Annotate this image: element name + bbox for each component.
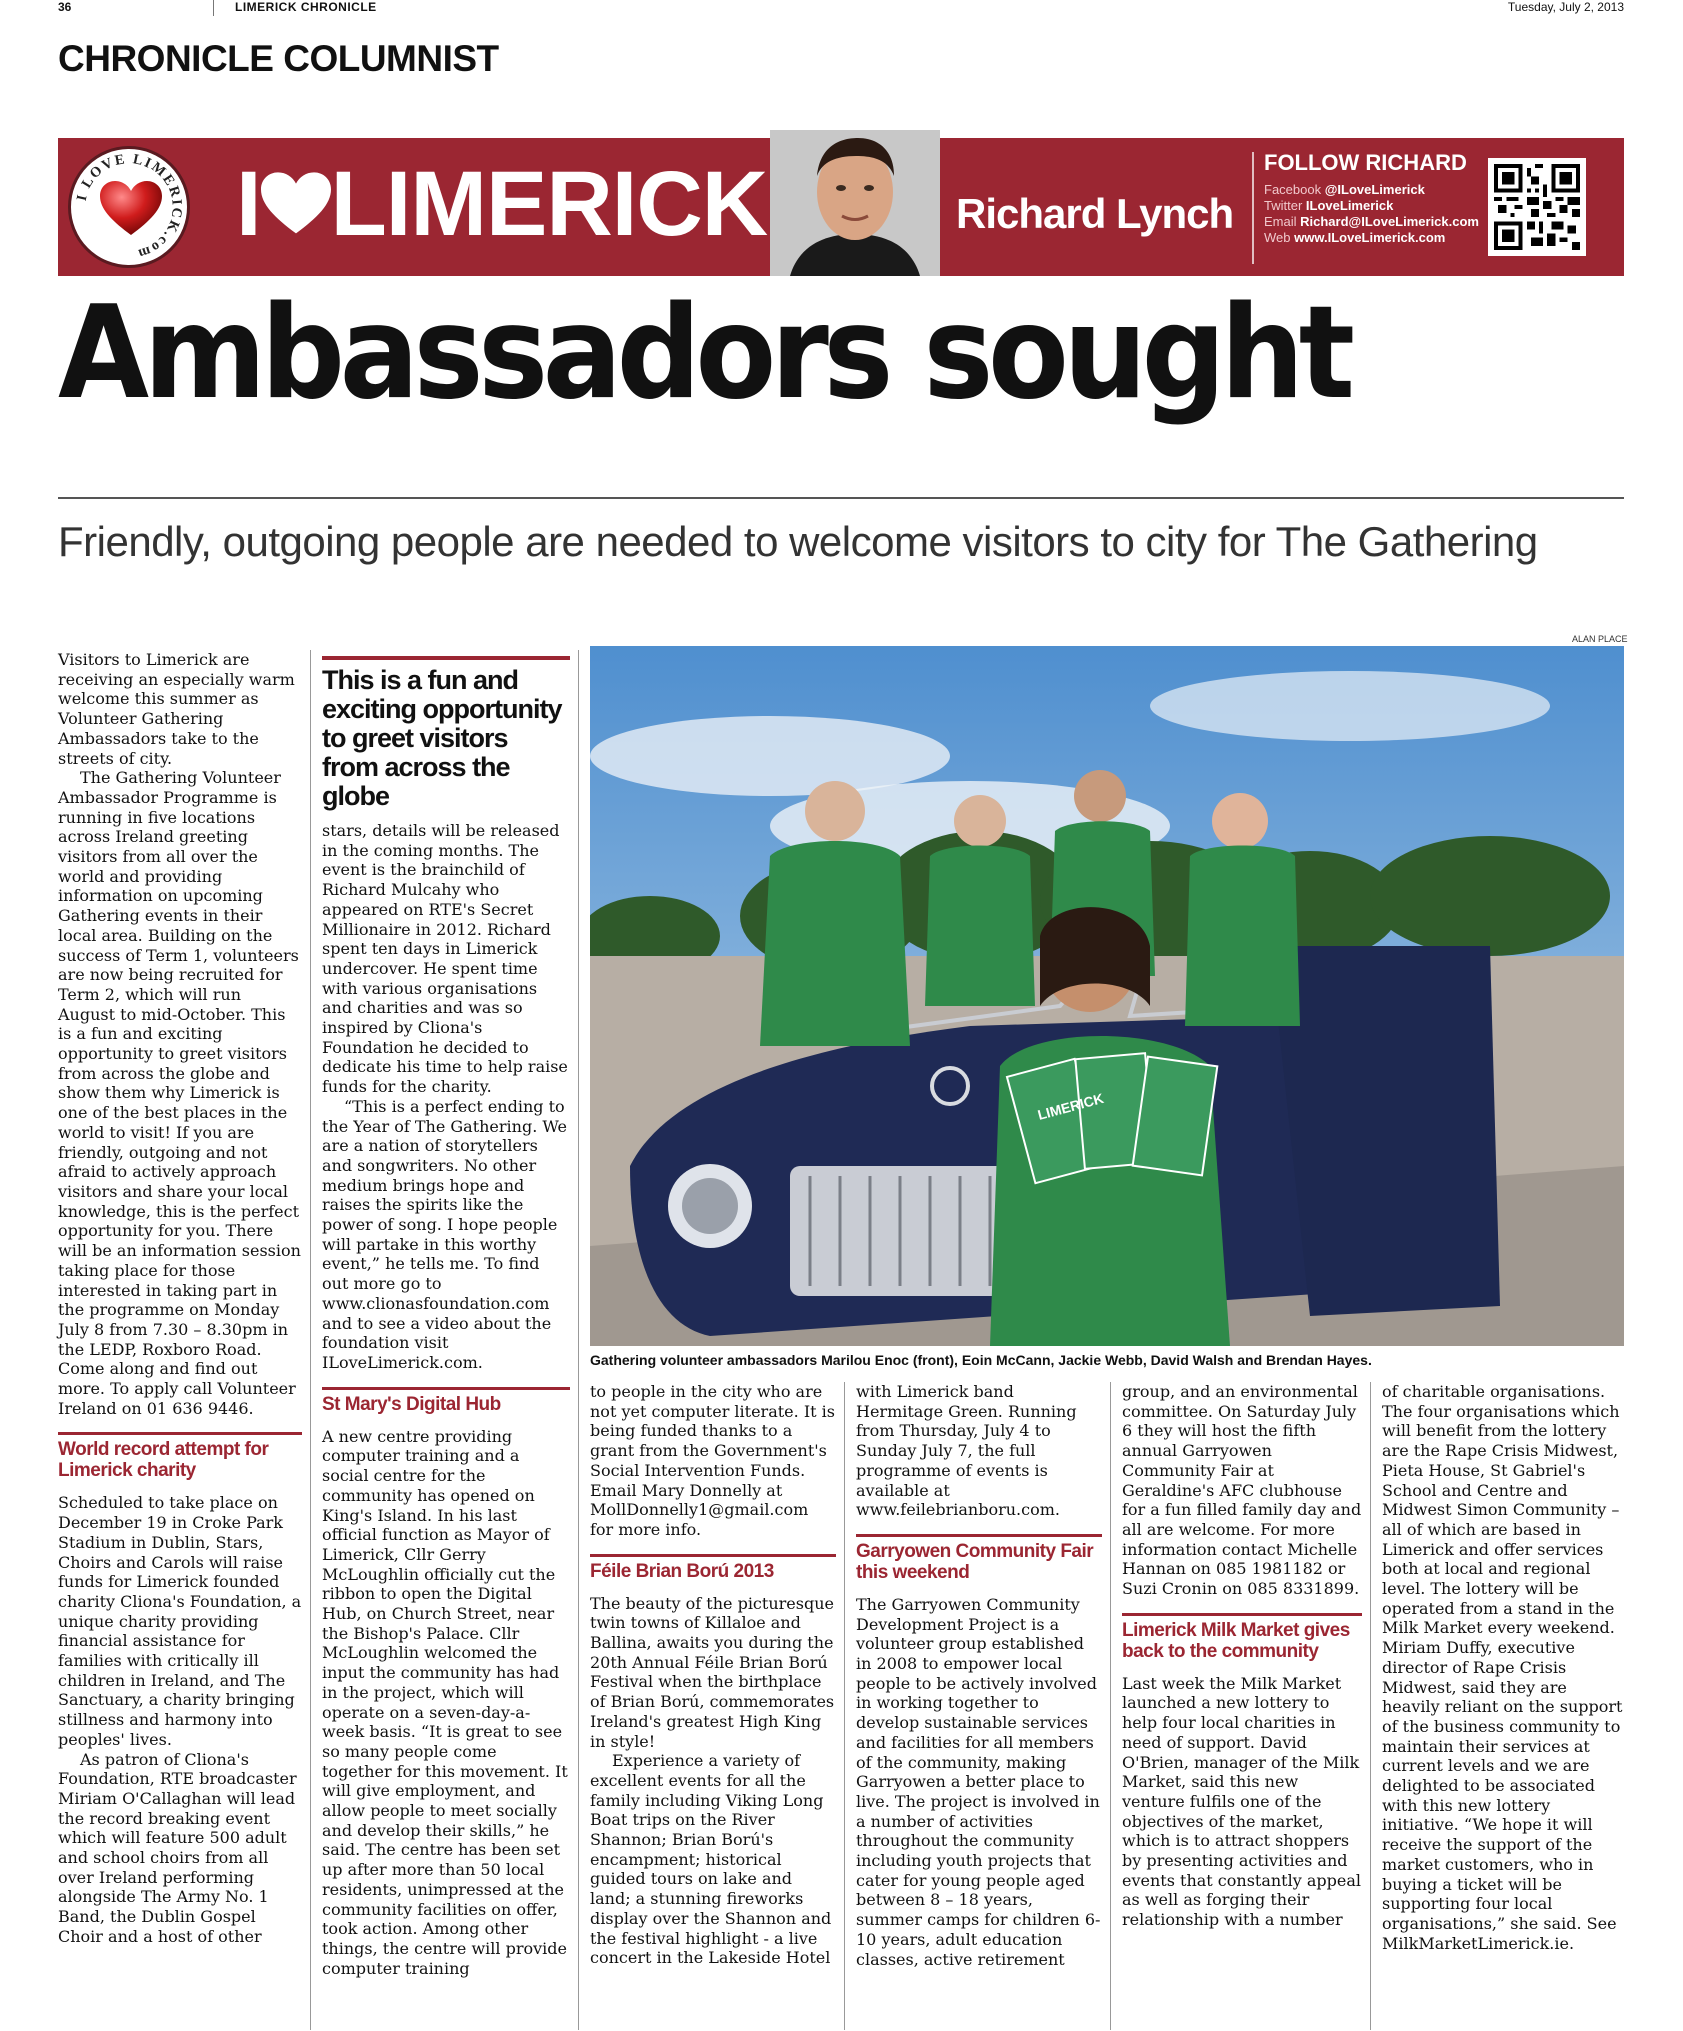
- headline: Ambassadors sought: [58, 279, 1350, 428]
- column-6: [1382, 1382, 1624, 1953]
- paragraph: Experience a variety of excellent events for all the family including Viking Long Boat trips on the River Shannon; Brian Ború's encampment; historical guided tours on lake and land; a stunning fireworks display over the Shannon and the festival highlight - a live concert in the Lakeside Hotel: [590, 1751, 832, 1968]
- twitter-link[interactable]: ILoveLimerick: [1305, 198, 1394, 213]
- contact-twitter: Twitter ILoveLimerick: [1264, 198, 1394, 213]
- photo-caption: Gathering volunteer ambassadors Marilou Enoc (front), Eoin McCann, Jackie Webb, David Walsh and Brendan Hayes.: [590, 1352, 1372, 1368]
- column-3: [590, 1382, 836, 1968]
- paragraph: “This is a perfect ending to the Year of The Gathering. We are a nation of storytellers and songwriters. No other medium brings hope and raises the spirits like the power of song. I hope people will partake in this worthy event,” he tells me. To find out more go to www.clionasfoundation.com and to see a video about the foundation visit ILoveLimerick.com.: [322, 1096, 567, 1372]
- contact-facebook: Facebook @ILoveLimerick: [1264, 182, 1425, 197]
- column-4: [856, 1382, 1102, 1969]
- paragraph: with Limerick band Hermitage Green. Running from Thursday, July 4 to Sunday July 7, the full programme of events is available at www.feilebrianboru.com.: [856, 1382, 1077, 1520]
- feature-photo: [590, 646, 1624, 1346]
- paragraph: Last week the Milk Market launched a new lottery to help four local charities in need of support. David O'Brien, manager of the Milk Market, said this new venture fulfils one of the objectives of the market, which is to attract shoppers by presenting activities and events that constantly appeal as well as forging their relationship with a number: [1122, 1673, 1361, 1930]
- banner-title: [236, 152, 767, 257]
- facebook-link[interactable]: @ILoveLimerick: [1324, 182, 1425, 197]
- header-divider: [213, 0, 214, 16]
- white-heart-icon: [261, 169, 331, 239]
- subheading-garryowen-fair: Garryowen Community Fair this weekend: [856, 1534, 1102, 1583]
- section-label: CHRONICLE COLUMNIST: [58, 38, 499, 79]
- column-divider: [578, 650, 579, 2030]
- column-divider: [1370, 1382, 1371, 2030]
- contact-web: Web www.ILoveLimerick.com: [1264, 230, 1446, 245]
- paragraph: group, and an environmental committee. On Saturday July 6 they will host the fifth annual Garryowen Community Fair at Geraldine's AFC clubhouse for a fun filled family day and all are welcome. For more information contact Michelle Hannan on 085 1981182 or Suzi Cronin on 085 8331899.: [1122, 1382, 1362, 1599]
- column-5: [1122, 1382, 1362, 1930]
- follow-title: FOLLOW RICHARD: [1264, 150, 1467, 175]
- paragraph: to people in the city who are not yet computer literate. It is being funded thanks to a grant from the Government's Social Intervention Funds. Email Mary Donnelly at MollDonnelly1@gmail.com for more info.: [590, 1382, 835, 1539]
- photo-credit: ALAN PLACE: [1572, 634, 1628, 644]
- paragraph: The beauty of the picturesque twin towns of Killaloe and Ballina, awaits you during the 20th Annual Féile Brian Ború Festival when the birthplace of Brian Ború, commemorates Ireland's greatest High King in style!: [590, 1593, 835, 1751]
- i-love-limerick-logo: [68, 146, 190, 268]
- subheading-world-record: World record attempt for Limerick charity: [58, 1432, 302, 1481]
- standfirst: Friendly, outgoing people are needed to welcome visitors to city for The Gathering: [58, 518, 1538, 565]
- column-1: [58, 650, 302, 1947]
- paragraph: As patron of Cliona's Foundation, RTE broadcaster Miriam O'Callaghan will lead the record breaking event which will feature 500 adult and school choirs from all over Ireland performing alongside The Army No. 1 Band, the Dublin Gospel Choir and a host of other: [58, 1749, 297, 1946]
- email-link[interactable]: Richard@ILoveLimerick.com: [1300, 214, 1479, 229]
- web-link[interactable]: www.ILoveLimerick.com: [1294, 230, 1446, 245]
- paragraph: of charitable organisations. The four organisations which will benefit from the lottery are the Rape Crisis Midwest, Pieta House, St Gabriel's School and Centre and Midwest Simon Community – all of which are based in Limerick and offer services both at local and regional level. The lottery will be operated from a stand in the Milk Market every weekend. Miriam Duffy, executive director of Rape Crisis Midwest, said they are heavily reliant on the support of the business community to maintain their services at current levels and we are delighted to be associated with this new lottery initiative. “We hope it will receive the support of the market customers, who in buying a ticket will be supporting four local organisations,” she said. See MilkMarketLimerick.ie.: [1382, 1382, 1623, 1953]
- paragraph: Visitors to Limerick are receiving an especially warm welcome this summer as Volunteer Gathering Ambassadors take to the streets of city.: [58, 650, 295, 768]
- paragraph: A new centre providing computer training and a social centre for the community has opened on King's Island. In his last official function as Mayor of Limerick, Cllr Gerry McLoughlin officially cut the ribbon to open the Digital Hub, on Church Street, near the Bishop's Palace. Cllr McLoughlin welcomed the input the community has had in the project, which will operate on a seven-day-a-week basis. “It is great to see so many people come together for this movement. It will give employment, and allow people to meet socially and develop their skills,” he said. The centre has been set up after more than 50 local residents, unimpressed at the community facilities on offer, took action. Among other things, the centre will provide computer training: [322, 1426, 568, 1978]
- issue-date: Tuesday, July 2, 2013: [1507, 0, 1624, 14]
- column-2: [322, 656, 570, 1978]
- headline-rule: [58, 497, 1624, 499]
- column-divider: [310, 650, 311, 2030]
- column-divider: [1110, 1382, 1111, 2030]
- paragraph: stars, details will be released in the coming months. The event is the brainchild of Richard Mulcahy who appeared on RTE's Secret Millionaire in 2012. Richard spent ten days in Limerick undercover. He spent time with various organisations and charities and was so inspired by Cliona's Foundation he decided to dedicate his time to help raise funds for the charity.: [322, 821, 568, 1097]
- subheading-milk-market: Limerick Milk Market gives back to the community: [1122, 1613, 1362, 1662]
- subheading-feile-brian-boru: Féile Brian Ború 2013: [590, 1554, 836, 1582]
- columnist-banner: [58, 138, 1624, 276]
- column-divider: [844, 1382, 845, 2030]
- banner-divider: [1252, 152, 1254, 264]
- logo-ring-text: I LOVE LIMERICK.com: [73, 151, 186, 263]
- paragraph: Scheduled to take place on December 19 in Croke Park Stadium in Dublin, Stars, Choirs and Carols will raise funds for Limerick founded charity Cliona's Foundation, a unique charity providing financial assistance for families with critically ill children in Ireland, and The Sanctuary, a charity bringing stillness and harmony into peoples' lives.: [58, 1493, 302, 1749]
- columnist-portrait: [770, 130, 940, 276]
- qr-code-icon[interactable]: [1488, 158, 1586, 256]
- follow-box: [1264, 150, 1479, 246]
- contact-email: Email Richard@ILoveLimerick.com: [1264, 214, 1479, 229]
- publication-name: LIMERICK CHRONICLE: [235, 0, 377, 14]
- paragraph: The Garryowen Community Development Project is a volunteer group established in 2008 to empower local people to be actively involved in working together to develop sustainable services and facilities for all members of the community, making Garryowen a better place to live. The project is involved in a number of activities throughout the community including youth projects that cater for young people aged between 8 – 18 years, summer camps for children 6-10 years, adult education classes, active retirement: [856, 1594, 1101, 1969]
- banner-title-i: I: [236, 153, 261, 255]
- pull-quote: This is a fun and exciting opportunity to greet visitors from across the globe: [322, 656, 570, 811]
- page-header-bar: [58, 0, 1624, 20]
- banner-title-limerick: LIMERICK: [330, 153, 768, 255]
- subheading-digital-hub: St Mary's Digital Hub: [322, 1387, 570, 1415]
- flyer-text: LIMERICK: [1035, 1089, 1106, 1123]
- page-number: 36: [58, 0, 72, 14]
- columnist-name: Richard Lynch: [956, 190, 1234, 237]
- paragraph: The Gathering Volunteer Ambassador Programme is running in five locations across Ireland greeting visitors from all over the world and providing information on upcoming Gathering events in their local area. Building on the success of Term 1, volunteers are now being recruited for Term 2, which will run August to mid-October. This is a fun and exciting opportunity to greet visitors from across the globe and show them why Limerick is one of the best places in the world to visit! If you are friendly, outgoing and not afraid to actively approach visitors and share your local knowledge, this is the perfect opportunity for you. There will be an information session taking place for those interested in taking part in the programme on Monday July 8 from 7.30 – 8.30pm in the LEDP, Roxboro Road. Come along and find out more. To apply call Volunteer Ireland on 01 636 9446.: [58, 768, 301, 1418]
- heart-icon: [100, 181, 162, 237]
